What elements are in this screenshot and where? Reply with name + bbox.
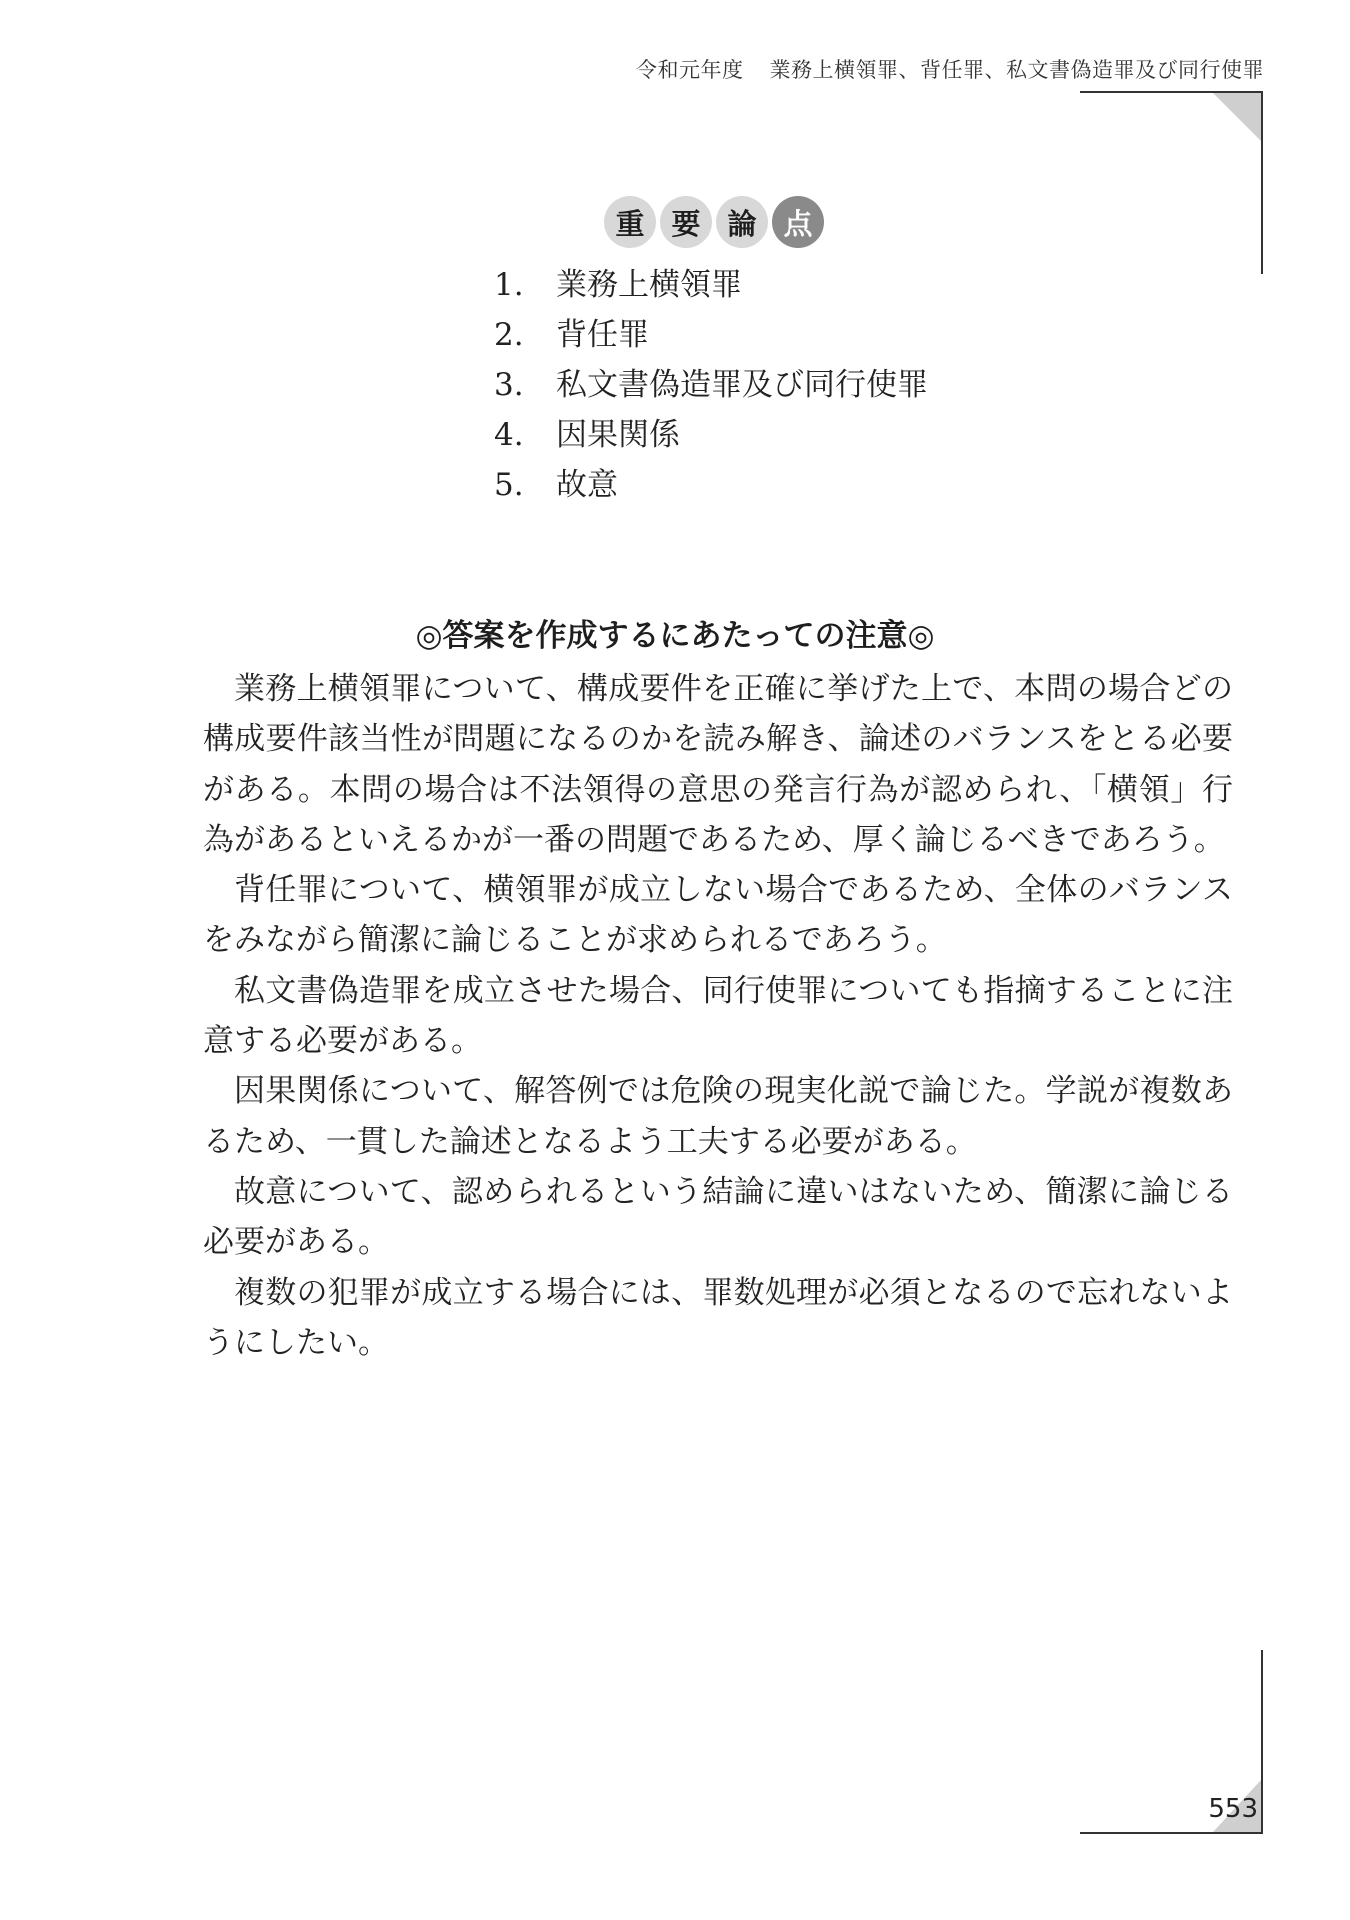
key-heading-char: 重 [604,196,656,248]
list-item [494,360,928,410]
item-label: 業務上横領罪 [556,267,742,303]
notes-paragraph: 複数の犯罪が成立する場合には、罪数処理が必須となるので忘れないようにしたい。 [203,1274,1233,1361]
notes-title: ◎答案を作成するにあたっての注意◎ [415,618,935,654]
running-head-year: 令和元年度 [636,58,744,82]
list-item [494,310,928,360]
item-label: 因果関係 [556,417,680,453]
running-head-title: 業務上横領罪、背任罪、私文書偽造罪及び同行使罪 [769,58,1264,82]
notes-paragraph: 私文書偽造罪を成立させた場合、同行使罪についても指摘することに注意する必要がある。 [203,972,1233,1060]
page-number: 553 [1208,1794,1258,1824]
item-number: 4. [494,417,524,453]
notes-paragraph: 背任罪について、横領罪が成立しない場合であるため、全体のバランスをみながら簡潔に論じることが求められるであろう。 [203,872,1233,959]
item-label: 私文書偽造罪及び同行使罪 [556,367,928,403]
key-points-heading [604,196,824,248]
item-label: 故意 [556,467,618,503]
item-label: 背任罪 [556,317,649,353]
key-points-list [494,260,928,510]
notes-body [203,664,1233,1368]
key-heading-char: 論 [716,196,768,248]
item-number: 1. [494,267,524,303]
key-heading-char: 点 [772,196,824,248]
list-item [494,460,928,510]
running-head [636,54,1264,84]
item-number: 3. [494,367,524,403]
item-number: 2. [494,317,524,353]
list-item [494,410,928,460]
notes-paragraph: 因果関係について、解答例では危険の現実化説で論じた。学説が複数あるため、一貫した論述となるよう工夫する必要がある。 [203,1073,1233,1160]
list-item [494,260,928,310]
notes-paragraph: 業務上横領罪について、構成要件を正確に挙げた上で、本問の場合どの構成要件該当性が問題になるのかを読み解き、論述のバランスをとる必要がある。本問の場合は不法領得の意思の発言行為が認められ、「横領」行為があるといえるかが一番の問題であるため、厚く論じるべきであろう。 [203,671,1233,858]
key-heading-char: 要 [660,196,712,248]
frame-line-bottom-vertical [1261,1650,1263,1834]
notes-paragraph: 故意について、認められるという結論に違いはないため、簡潔に論じる必要がある。 [203,1173,1233,1261]
frame-line-top-vertical [1261,91,1263,274]
item-number: 5. [494,467,524,503]
frame-line-bottom [1080,1832,1263,1834]
corner-triangle-top [1213,93,1261,141]
